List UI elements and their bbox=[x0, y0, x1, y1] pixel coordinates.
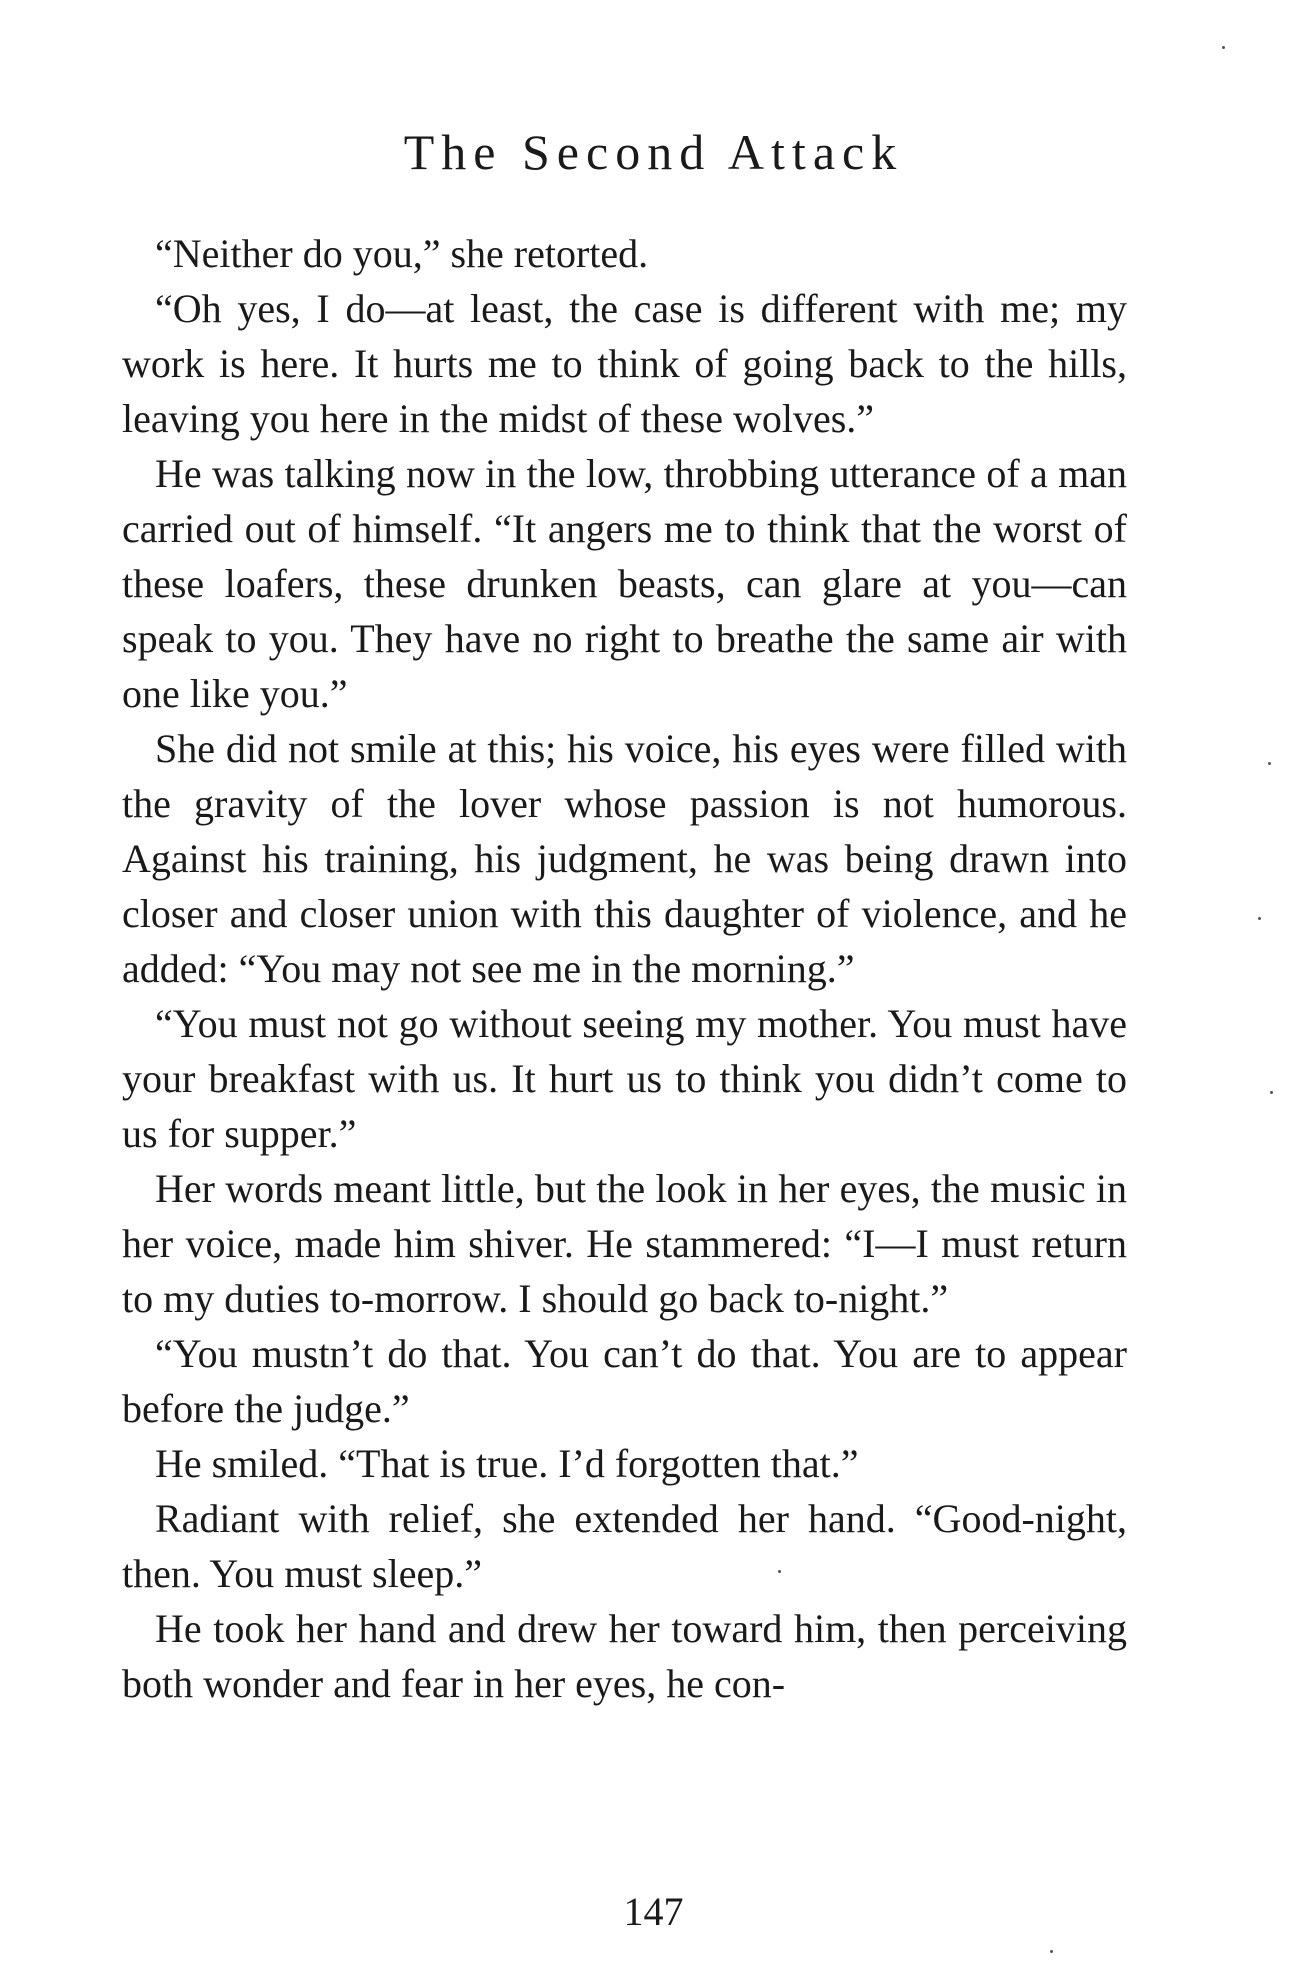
paragraph-1: “Neither do you,” she retorted. bbox=[155, 231, 649, 276]
page-number: 147 bbox=[623, 1889, 684, 1934]
scan-speck bbox=[1268, 762, 1271, 765]
paragraph-9: Radiant with relief, she extended her hand. “Good-night, then. You must sleep.” bbox=[122, 1496, 1127, 1596]
scan-speck bbox=[778, 1570, 781, 1573]
running-head: The Second Attack bbox=[403, 124, 904, 180]
scan-speck bbox=[1050, 1950, 1053, 1953]
scan-speck bbox=[1270, 1091, 1273, 1094]
paragraph-2: “Oh yes, I do—at least, the case is different with me; my work is here. It hurts me to think of going back to the hills, leaving you here in the midst of these wolves.” bbox=[122, 286, 1127, 441]
paragraph-5: “You must not go without seeing my mother. You must have your breakfast with us. It hurt us to think you didn’t come to us for supper.” bbox=[122, 1001, 1127, 1156]
paragraph-4: She did not smile at this; his voice, his eyes were filled with the gravity of the lover whose passion is not humorous. Against his training, his judgment, he was being drawn into closer and closer union with this daughter of violence, and he added: “You may not see me in the morning.” bbox=[122, 726, 1127, 991]
paragraph-3: He was talking now in the low, throbbing utterance of a man carried out of himself. “It angers me to think that the worst of these loafers, these drunken beasts, can glare at you—can speak to you. They have no right to breathe the same air with one like you.” bbox=[122, 451, 1127, 716]
paragraph-10: He took her hand and drew her toward him, then perceiving both wonder and fear in her eyes, he con- bbox=[122, 1606, 1127, 1706]
paragraph-7: “You mustn’t do that. You can’t do that. You are to appear before the judge.” bbox=[122, 1331, 1127, 1431]
scan-speck bbox=[1222, 46, 1225, 49]
paragraph-6: Her words meant little, but the look in her eyes, the music in her voice, made him shiver. He stammered: “I—I must return to my duties to-morrow. I should go back to-night.” bbox=[122, 1166, 1127, 1321]
body-text bbox=[122, 226, 1127, 1711]
scan-speck bbox=[1258, 917, 1261, 920]
paragraph-8: He smiled. “That is true. I’d forgotten that.” bbox=[155, 1441, 859, 1486]
